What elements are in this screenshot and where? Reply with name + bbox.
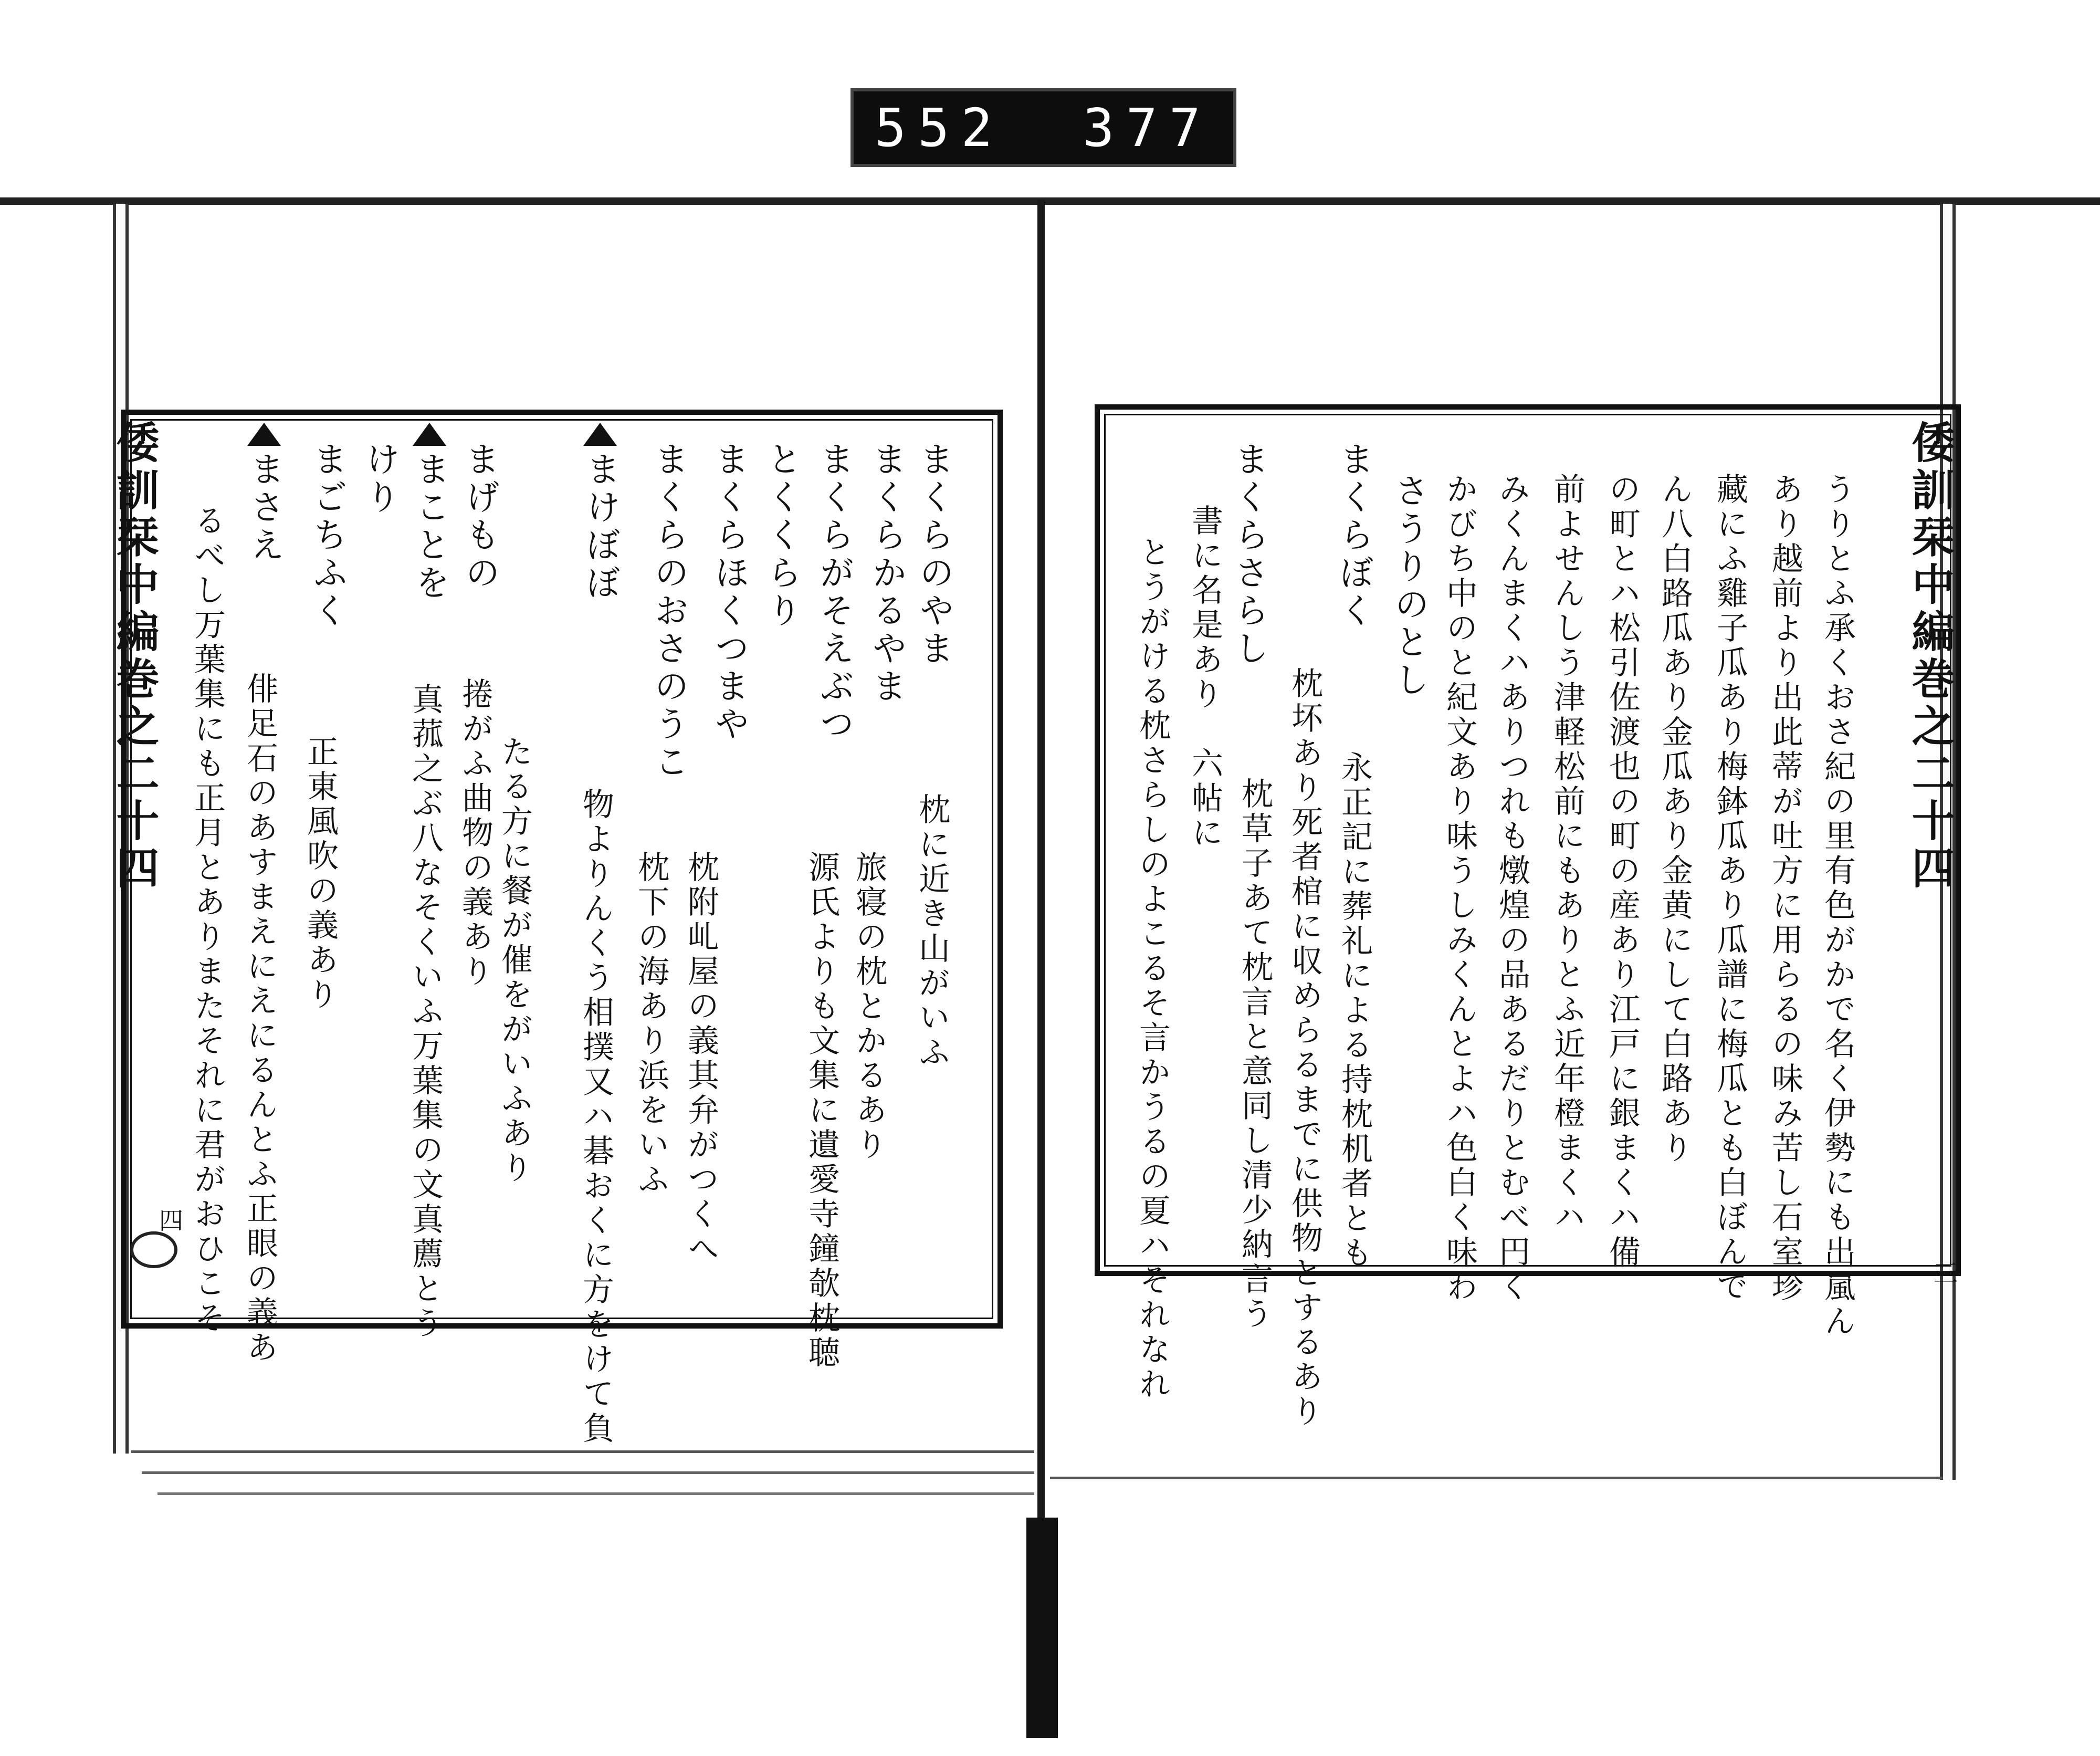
entry-gloss: 真菰之ぶ八なそくいふ万葉集の文真薦とう [407,683,444,1341]
entry-text: みくんまくハありつれも燉煌の品あるだりとむべ円く [1494,473,1530,1304]
spine-foot [1026,1518,1058,1738]
entry-gloss: 物よりんくう相撲又ハ碁おくに方をけて負 [578,788,614,1446]
top-rule [0,197,2100,205]
entry-text: 書に名是あり 六帖に [1186,504,1223,851]
left-page-stack [158,1486,1034,1495]
entry-gloss: 源氏よりも文集に遺愛寺鐘欹枕聴 [803,851,840,1371]
entry-text: うりとふ承くおさ紀の里有色がかで名く伊勢にも出嵐ん [1819,473,1856,1339]
entry-headword: とくくらり [761,441,802,630]
entry-headword: まくらがそえぶつ [814,441,854,744]
entry-headword: まくらほくつまや [709,441,749,744]
entry-text: るべし万葉集にも正月とありまたそれに君がおひこそ [189,504,226,1336]
entry-gloss: 枕附乢屋の義其弁がつくへ [682,851,719,1267]
entry-gloss: 枕下の海あり浜をいふ [633,851,669,1197]
entry-headword: まごちふく [307,441,348,630]
entry-headword-marked: まことを [412,423,447,602]
entry-text: 藏にふ雞子瓜あり梅鉢瓜あり瓜譜に梅瓜とも白ぼんで [1712,473,1748,1304]
entry-gloss: 旅寝の枕とかるあり [850,851,887,1163]
entry-text: さうりのとし [1389,473,1429,699]
entry-gloss: 捲がふ曲物の義あり [457,677,494,989]
entry-text: 前よせんしう津軽松前にもありとふ近年橙まくハ [1549,473,1586,1235]
entry-headword: まくらかるやま [866,441,907,706]
entry-gloss: 俳足石のあすまえにえにるんとふ正眼の義あ [242,672,278,1365]
catalog-number-left: 552 [875,97,1004,159]
entry-headword: まげもの [459,441,500,592]
entry-headword-marked: まけぼぼ [583,423,617,602]
entry-text: とうがける枕さらしのよこるそ言かうるの夏ハそれなれ [1134,536,1171,1402]
entry-gloss: 枕坏あり死者棺に収めらるまでに供物とするあり [1286,667,1323,1429]
book-spine [1037,200,1045,1733]
entry-headword: まくらのやま [914,441,954,668]
entry-headword: まくらぼく [1334,441,1374,630]
left-page-header: 倭訓栞中編巻之二十四 [109,420,160,893]
entry-text: かびち中のと紀文あり味うしみくんとよハ色白く味わ [1441,473,1478,1304]
right-page-stack [1050,1470,1942,1479]
entry-gloss: たる方に餐が催をがいふあり [496,735,533,1186]
entry-text: あり越前より出此蒂が吐方に用らるの味み苦し石室珍 [1767,473,1803,1304]
right-page-folio: 三 [1930,1260,1958,1284]
left-page-folio: 四 [155,1208,184,1232]
entry-headword: けり [360,441,400,517]
entry-gloss: 枕に近き山がいふ [914,793,950,1070]
entry-headword: まくらのおさのうこ [648,441,689,781]
entry-headword: まくらさらし [1228,441,1269,668]
entry-text: の町とハ松引佐渡也の町の産あり江戸に銀まくハ備 [1604,473,1641,1270]
left-page-stack [142,1465,1034,1474]
entry-gloss: 枕草子あて枕言と意同し清少納言う [1236,777,1273,1332]
catalog-number-right: 377 [1083,97,1212,159]
entry-text: ん八白路瓜あり金瓜あり金黄にして白路あり [1656,473,1693,1166]
right-page-header: 倭訓栞中編巻之二十四 [1905,420,1955,893]
left-page-mark [130,1231,177,1268]
entry-gloss: 正東風吹の義あり [302,735,339,1012]
entry-gloss: 永正記に葬礼による持枕机者とも [1336,751,1373,1271]
catalog-label [850,88,1236,167]
entry-headword-marked: まさえ [247,423,281,565]
